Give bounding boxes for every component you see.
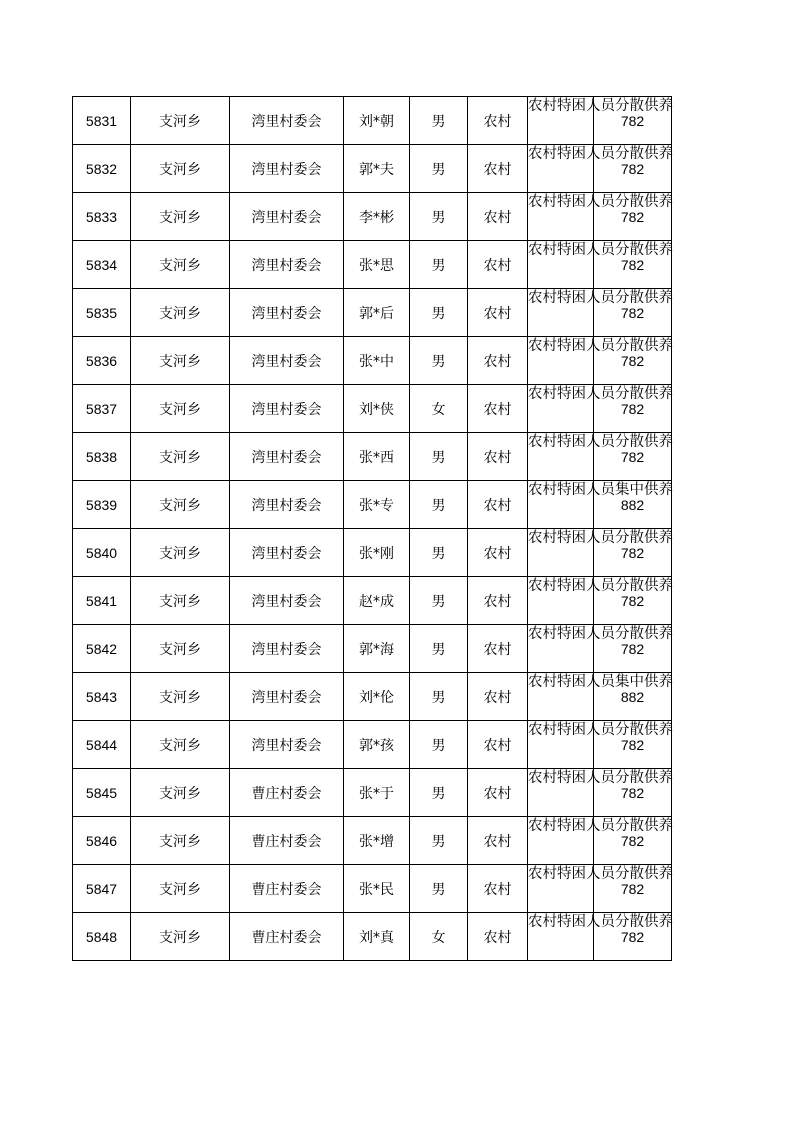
support-type-text: 农村特困人员分散供养 [528, 98, 673, 114]
area-type-cell: 农村 [468, 625, 528, 673]
gender-cell: 男 [410, 577, 468, 625]
serial-number-cell: 5845 [73, 769, 131, 817]
amount-cell: 782 [594, 913, 672, 961]
gender-cell: 男 [410, 529, 468, 577]
township-cell: 支河乡 [131, 481, 230, 529]
village-committee-cell: 曹庄村委会 [230, 865, 344, 913]
person-name-cell: 刘*侠 [344, 385, 410, 433]
amount-cell: 782 [594, 577, 672, 625]
village-committee-cell: 湾里村委会 [230, 529, 344, 577]
table-row [73, 817, 672, 865]
area-type-cell: 农村 [468, 481, 528, 529]
table-row [73, 529, 672, 577]
serial-number-cell: 5844 [73, 721, 131, 769]
amount-cell: 882 [594, 481, 672, 529]
table-row [73, 577, 672, 625]
serial-number-cell: 5835 [73, 289, 131, 337]
support-type-text: 农村特困人员分散供养 [528, 578, 673, 594]
serial-number-cell: 5834 [73, 241, 131, 289]
amount-cell: 782 [594, 193, 672, 241]
area-type-cell: 农村 [468, 241, 528, 289]
gender-cell: 女 [410, 913, 468, 961]
area-type-cell: 农村 [468, 193, 528, 241]
table-row [73, 625, 672, 673]
township-cell: 支河乡 [131, 241, 230, 289]
amount-cell: 782 [594, 625, 672, 673]
township-cell: 支河乡 [131, 673, 230, 721]
gender-cell: 男 [410, 433, 468, 481]
village-committee-cell: 曹庄村委会 [230, 817, 344, 865]
gender-cell: 男 [410, 145, 468, 193]
person-name-cell: 郭*海 [344, 625, 410, 673]
support-type-text: 农村特困人员分散供养 [528, 242, 673, 258]
support-type-text: 农村特困人员集中供养 [528, 674, 673, 690]
serial-number-cell: 5832 [73, 145, 131, 193]
person-name-cell: 郭*孩 [344, 721, 410, 769]
support-type-text: 农村特困人员分散供养 [528, 290, 673, 306]
table-row [73, 289, 672, 337]
township-cell: 支河乡 [131, 817, 230, 865]
area-type-cell: 农村 [468, 769, 528, 817]
area-type-cell: 农村 [468, 577, 528, 625]
village-committee-cell: 湾里村委会 [230, 673, 344, 721]
support-type-text: 农村特困人员分散供养 [528, 626, 673, 642]
person-name-cell: 张*增 [344, 817, 410, 865]
area-type-cell: 农村 [468, 865, 528, 913]
table-row [73, 913, 672, 961]
person-name-cell: 郭*夫 [344, 145, 410, 193]
support-type-text: 农村特困人员分散供养 [528, 770, 673, 786]
village-committee-cell: 曹庄村委会 [230, 769, 344, 817]
table-row [73, 721, 672, 769]
serial-number-cell: 5836 [73, 337, 131, 385]
township-cell: 支河乡 [131, 193, 230, 241]
area-type-cell: 农村 [468, 529, 528, 577]
amount-cell: 782 [594, 433, 672, 481]
table-row [73, 337, 672, 385]
gender-cell: 男 [410, 673, 468, 721]
table-row [73, 865, 672, 913]
person-name-cell: 刘*朝 [344, 97, 410, 145]
amount-cell: 782 [594, 769, 672, 817]
township-cell: 支河乡 [131, 97, 230, 145]
person-name-cell: 赵*成 [344, 577, 410, 625]
village-committee-cell: 湾里村委会 [230, 577, 344, 625]
area-type-cell: 农村 [468, 433, 528, 481]
table-row [73, 673, 672, 721]
gender-cell: 男 [410, 769, 468, 817]
table-row [73, 97, 672, 145]
township-cell: 支河乡 [131, 721, 230, 769]
amount-cell: 782 [594, 145, 672, 193]
support-type-text: 农村特困人员分散供养 [528, 914, 673, 930]
area-type-cell: 农村 [468, 337, 528, 385]
serial-number-cell: 5848 [73, 913, 131, 961]
township-cell: 支河乡 [131, 529, 230, 577]
village-committee-cell: 湾里村委会 [230, 241, 344, 289]
serial-number-cell: 5841 [73, 577, 131, 625]
village-committee-cell: 湾里村委会 [230, 193, 344, 241]
gender-cell: 男 [410, 337, 468, 385]
serial-number-cell: 5838 [73, 433, 131, 481]
village-committee-cell: 湾里村委会 [230, 385, 344, 433]
gender-cell: 女 [410, 385, 468, 433]
person-name-cell: 郭*后 [344, 289, 410, 337]
serial-number-cell: 5842 [73, 625, 131, 673]
township-cell: 支河乡 [131, 577, 230, 625]
support-type-text: 农村特困人员分散供养 [528, 434, 673, 450]
township-cell: 支河乡 [131, 385, 230, 433]
gender-cell: 男 [410, 817, 468, 865]
person-name-cell: 刘*真 [344, 913, 410, 961]
serial-number-cell: 5833 [73, 193, 131, 241]
table-row [73, 193, 672, 241]
village-committee-cell: 湾里村委会 [230, 433, 344, 481]
amount-cell: 782 [594, 337, 672, 385]
area-type-cell: 农村 [468, 721, 528, 769]
support-type-text: 农村特困人员分散供养 [528, 722, 673, 738]
serial-number-cell: 5846 [73, 817, 131, 865]
amount-cell: 782 [594, 721, 672, 769]
support-type-text: 农村特困人员分散供养 [528, 146, 673, 162]
gender-cell: 男 [410, 481, 468, 529]
township-cell: 支河乡 [131, 913, 230, 961]
area-type-cell: 农村 [468, 817, 528, 865]
amount-cell: 782 [594, 289, 672, 337]
village-committee-cell: 湾里村委会 [230, 289, 344, 337]
amount-cell: 782 [594, 241, 672, 289]
area-type-cell: 农村 [468, 673, 528, 721]
person-name-cell: 张*专 [344, 481, 410, 529]
person-name-cell: 张*西 [344, 433, 410, 481]
township-cell: 支河乡 [131, 769, 230, 817]
gender-cell: 男 [410, 625, 468, 673]
serial-number-cell: 5837 [73, 385, 131, 433]
support-type-text: 农村特困人员分散供养 [528, 194, 673, 210]
gender-cell: 男 [410, 289, 468, 337]
serial-number-cell: 5843 [73, 673, 131, 721]
support-type-text: 农村特困人员分散供养 [528, 818, 673, 834]
person-name-cell: 张*中 [344, 337, 410, 385]
table-row [73, 385, 672, 433]
village-committee-cell: 湾里村委会 [230, 721, 344, 769]
person-name-cell: 张*思 [344, 241, 410, 289]
area-type-cell: 农村 [468, 145, 528, 193]
table-body [73, 97, 672, 961]
amount-cell: 782 [594, 97, 672, 145]
village-committee-cell: 湾里村委会 [230, 337, 344, 385]
gender-cell: 男 [410, 721, 468, 769]
serial-number-cell: 5831 [73, 97, 131, 145]
township-cell: 支河乡 [131, 337, 230, 385]
village-committee-cell: 湾里村委会 [230, 481, 344, 529]
table-row [73, 433, 672, 481]
serial-number-cell: 5840 [73, 529, 131, 577]
village-committee-cell: 曹庄村委会 [230, 913, 344, 961]
amount-cell: 782 [594, 385, 672, 433]
area-type-cell: 农村 [468, 913, 528, 961]
village-committee-cell: 湾里村委会 [230, 97, 344, 145]
person-name-cell: 张*民 [344, 865, 410, 913]
gender-cell: 男 [410, 241, 468, 289]
table-row [73, 145, 672, 193]
table-row [73, 481, 672, 529]
amount-cell: 882 [594, 673, 672, 721]
table-row [73, 241, 672, 289]
support-type-text: 农村特困人员集中供养 [528, 482, 673, 498]
person-name-cell: 刘*伦 [344, 673, 410, 721]
person-name-cell: 张*刚 [344, 529, 410, 577]
support-type-text: 农村特困人员分散供养 [528, 338, 673, 354]
amount-cell: 782 [594, 865, 672, 913]
support-type-text: 农村特困人员分散供养 [528, 530, 673, 546]
township-cell: 支河乡 [131, 865, 230, 913]
village-committee-cell: 湾里村委会 [230, 145, 344, 193]
township-cell: 支河乡 [131, 625, 230, 673]
village-committee-cell: 湾里村委会 [230, 625, 344, 673]
serial-number-cell: 5847 [73, 865, 131, 913]
area-type-cell: 农村 [468, 385, 528, 433]
township-cell: 支河乡 [131, 289, 230, 337]
area-type-cell: 农村 [468, 97, 528, 145]
beneficiary-table [72, 96, 672, 961]
amount-cell: 782 [594, 529, 672, 577]
gender-cell: 男 [410, 865, 468, 913]
person-name-cell: 李*彬 [344, 193, 410, 241]
person-name-cell: 张*于 [344, 769, 410, 817]
township-cell: 支河乡 [131, 145, 230, 193]
area-type-cell: 农村 [468, 289, 528, 337]
table-row [73, 769, 672, 817]
serial-number-cell: 5839 [73, 481, 131, 529]
support-type-text: 农村特困人员分散供养 [528, 386, 673, 402]
amount-cell: 782 [594, 817, 672, 865]
township-cell: 支河乡 [131, 433, 230, 481]
support-type-text: 农村特困人员分散供养 [528, 866, 673, 882]
gender-cell: 男 [410, 193, 468, 241]
gender-cell: 男 [410, 97, 468, 145]
